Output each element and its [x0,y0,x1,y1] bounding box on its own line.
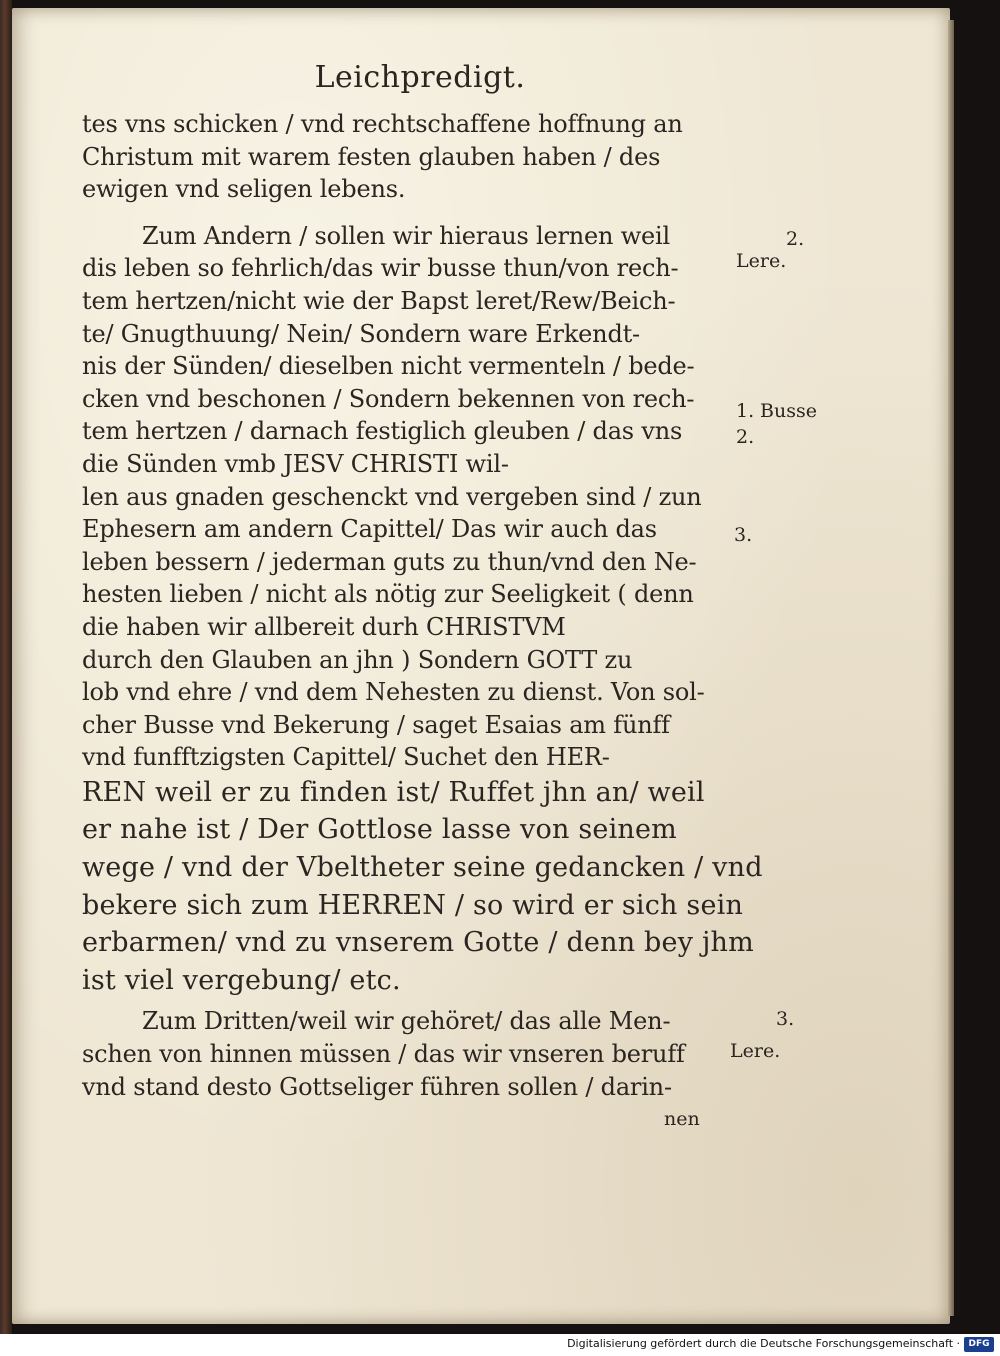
text-line: schen von hinnen müssen / das wir vnseren beruff [82,1040,685,1069]
text-line: tem hertzen/nicht wie der Bapst leret/Rew/Beich- [82,286,676,315]
text-line: die haben wir allbereit durh CHRISTVM [82,612,566,641]
text-line: len aus gnaden geschenckt vnd vergeben sind / zun [82,482,702,511]
margin-note-word: Lere. [730,1040,781,1062]
text-line: erbarmen/ vnd zu vnserem Gotte / denn bey jhm [82,927,754,959]
text-line: nis der Sünden/ dieselben nicht vermenteln / bede- [82,352,695,381]
text-line: ist viel vergebung/ etc. [82,964,401,996]
text-line: Zum Andern / sollen wir hieraus lernen weil [142,221,670,250]
text-line: te/ Gnugthuung/ Nein/ Sondern ware Erkendt- [82,319,640,348]
margin-note-number: 2. [736,426,755,448]
text-line: leben bessern / jederman guts zu thun/vnd den Ne- [82,547,697,576]
body-text [82,108,763,1103]
margin-note-number: 2. [786,228,805,250]
catchword: nen [664,1108,700,1130]
funding-credit: Digitalisierung gefördert durch die Deutsche Forschungsgemeinschaft · [567,1337,960,1350]
page-edge [948,20,954,1316]
text-line: er nahe ist / Der Gottlose lasse von seinem [82,814,677,846]
text-line: cher Busse vnd Bekerung / saget Esaias am fünff [82,710,670,739]
text-line: die Sünden vmb JESV CHRISTI wil- [82,449,509,478]
text-line: hesten lieben / nicht als nötig zur Seeligkeit ( denn [82,580,694,609]
text-line: vnd funfftzigsten Capittel/ Suchet den HER- [82,743,610,772]
margin-note-word: Lere. [736,250,787,272]
book-spine [0,0,12,1334]
text-line: bekere sich zum HERREN / so wird er sich sein [82,889,744,921]
text-line: wege / vnd der Vbeltheter seine gedancken / vnd [82,852,763,884]
margin-note-number: 3. [776,1008,795,1030]
text-line: Zum Dritten/weil wir gehöret/ das alle Men- [142,1007,671,1036]
margin-note-number: 1. [736,400,755,422]
margin-note-number: 3. [734,524,753,546]
text-line: Ephesern am andern Capittel/ Das wir auch das [82,515,657,544]
text-line: tes vns schicken / vnd rechtschaffene hoffnung an [82,110,683,138]
text-line: dis leben so fehrlich/das wir busse thun/von rech- [82,254,679,283]
text-line: cken vnd beschonen / Sondern bekennen von rech- [82,384,695,413]
text-line: vnd stand desto Gottseliger führen sollen / darin- [82,1072,672,1101]
text-line: ewigen vnd seligen lebens. [82,175,406,204]
text-line: durch den Glauben an jhn ) Sondern GOTT zu [82,645,633,674]
dfg-logo-icon: DFG [964,1337,994,1352]
margin-note-word: Busse [760,400,817,422]
text-line: lob vnd ehre / vnd dem Nehesten zu dienst. Von sol- [82,678,705,707]
text-line: REN weil er zu finden ist/ Ruffet jhn an/ weil [82,776,705,808]
text-line: Christum mit warem festen glauben haben / des [82,142,661,171]
text-line: tem hertzen / darnach festiglich gleuben / das vns [82,417,683,446]
footer-bar [0,1334,1000,1356]
running-head: Leichpredigt. [314,60,526,95]
